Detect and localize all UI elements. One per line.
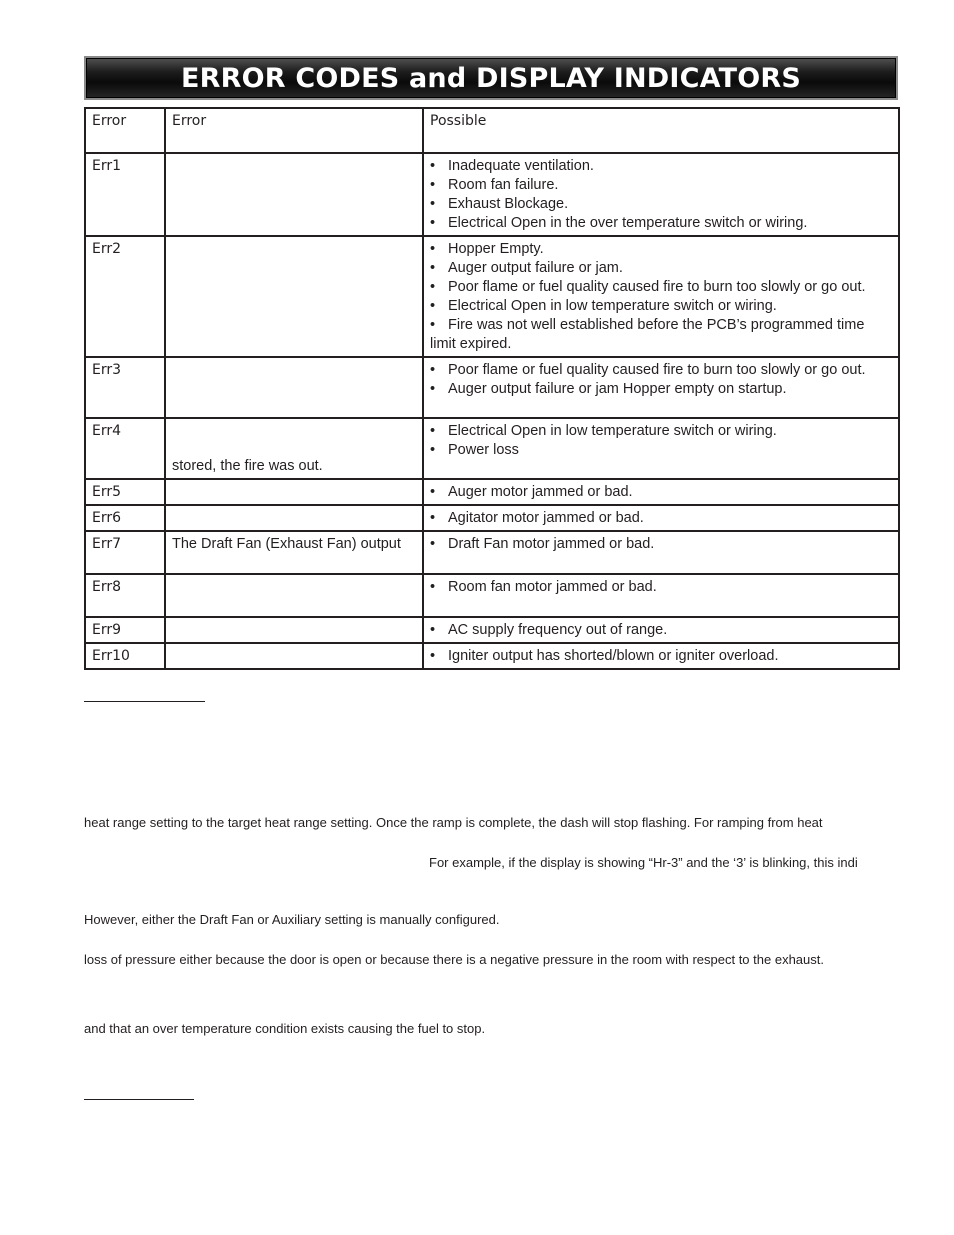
error-description: The Draft Fan (Exhaust Fan) output bbox=[165, 531, 423, 574]
cause-item: • Draft Fan motor jammed or bad. bbox=[430, 535, 892, 554]
paragraph-example: For example, if the display is showing “Hr-3” and the ‘3’ is blinking, this indi bbox=[429, 855, 858, 870]
table-row bbox=[85, 505, 899, 531]
cause-item: • Hopper Empty. bbox=[430, 240, 892, 259]
possible-causes bbox=[423, 574, 899, 617]
table-row bbox=[85, 357, 899, 418]
possible-causes bbox=[423, 357, 899, 418]
possible-causes bbox=[423, 479, 899, 505]
cause-continuation: limit expired. bbox=[430, 336, 512, 352]
error-code: Err4 bbox=[85, 418, 165, 479]
cause-item: • Auger output failure or jam Hopper empty on startup. bbox=[430, 380, 892, 399]
paragraph-ramp: heat range setting to the target heat range setting. Once the ramp is complete, the dash will stop flashing. For ramping from heat bbox=[84, 815, 823, 830]
cause-item: • AC supply frequency out of range. bbox=[430, 621, 892, 640]
error-code: Err7 bbox=[85, 531, 165, 574]
paragraph-pressure: loss of pressure either because the door is open or because there is a negative pressure in the room with respect to the exhaust. bbox=[84, 952, 824, 967]
cause-item: • Room fan motor jammed or bad. bbox=[430, 578, 892, 597]
error-description bbox=[165, 617, 423, 643]
error-description bbox=[165, 236, 423, 357]
error-description bbox=[165, 505, 423, 531]
error-code: Err3 bbox=[85, 357, 165, 418]
header-possible-cause: Possible bbox=[423, 108, 899, 153]
table-row bbox=[85, 418, 899, 479]
cause-item: • Electrical Open in the over temperature switch or wiring. bbox=[430, 214, 892, 233]
table-row bbox=[85, 479, 899, 505]
title-banner bbox=[84, 56, 898, 100]
cause-item: • Agitator motor jammed or bad. bbox=[430, 509, 892, 528]
table-row bbox=[85, 643, 899, 669]
error-description bbox=[165, 153, 423, 236]
table-row bbox=[85, 236, 899, 357]
table-row bbox=[85, 153, 899, 236]
page-title: ERROR CODES and DISPLAY INDICATORS bbox=[180, 62, 802, 94]
error-code: Err6 bbox=[85, 505, 165, 531]
error-description bbox=[165, 643, 423, 669]
cause-item: • Auger motor jammed or bad. bbox=[430, 483, 892, 502]
cause-item: • Electrical Open in low temperature switch or wiring. bbox=[430, 422, 892, 441]
cause-item: • Electrical Open in low temperature switch or wiring. bbox=[430, 297, 892, 316]
table-header-row bbox=[85, 108, 899, 153]
cause-item: • Poor flame or fuel quality caused fire to burn too slowly or go out. bbox=[430, 278, 892, 297]
table-row bbox=[85, 574, 899, 617]
table-row bbox=[85, 617, 899, 643]
section-heading-underline bbox=[84, 1099, 194, 1100]
error-description bbox=[165, 357, 423, 418]
error-code: Err8 bbox=[85, 574, 165, 617]
possible-causes bbox=[423, 236, 899, 357]
possible-causes bbox=[423, 153, 899, 236]
cause-item: • Power loss bbox=[430, 441, 892, 460]
error-code: Err9 bbox=[85, 617, 165, 643]
possible-causes bbox=[423, 505, 899, 531]
paragraph-over-temperature: and that an over temperature condition exists causing the fuel to stop. bbox=[84, 1021, 486, 1036]
possible-causes bbox=[423, 531, 899, 574]
cause-item: • Igniter output has shorted/blown or igniter overload. bbox=[430, 647, 892, 666]
error-code: Err2 bbox=[85, 236, 165, 357]
header-error-code: Error bbox=[85, 108, 165, 153]
cause-item: • Inadequate ventilation. bbox=[430, 157, 892, 176]
error-description bbox=[165, 479, 423, 505]
cause-item: • Room fan failure. bbox=[430, 176, 892, 195]
error-code: Err1 bbox=[85, 153, 165, 236]
possible-causes bbox=[423, 643, 899, 669]
header-error-description: Error bbox=[165, 108, 423, 153]
error-code: Err5 bbox=[85, 479, 165, 505]
error-code: Err10 bbox=[85, 643, 165, 669]
cause-item: • Poor flame or fuel quality caused fire to burn too slowly or go out. bbox=[430, 361, 892, 380]
cause-item: • Auger output failure or jam. bbox=[430, 259, 892, 278]
table-row bbox=[85, 531, 899, 574]
section-heading-underline bbox=[84, 701, 205, 702]
possible-causes bbox=[423, 418, 899, 479]
error-description: stored, the fire was out. bbox=[165, 418, 423, 479]
cause-item: • Fire was not well established before the PCB’s programmed time bbox=[430, 316, 892, 335]
error-codes-table bbox=[84, 107, 900, 670]
error-description bbox=[165, 574, 423, 617]
possible-causes bbox=[423, 617, 899, 643]
paragraph-manual-config: However, either the Draft Fan or Auxiliary setting is manually configured. bbox=[84, 912, 500, 927]
cause-item: • Exhaust Blockage. bbox=[430, 195, 892, 214]
